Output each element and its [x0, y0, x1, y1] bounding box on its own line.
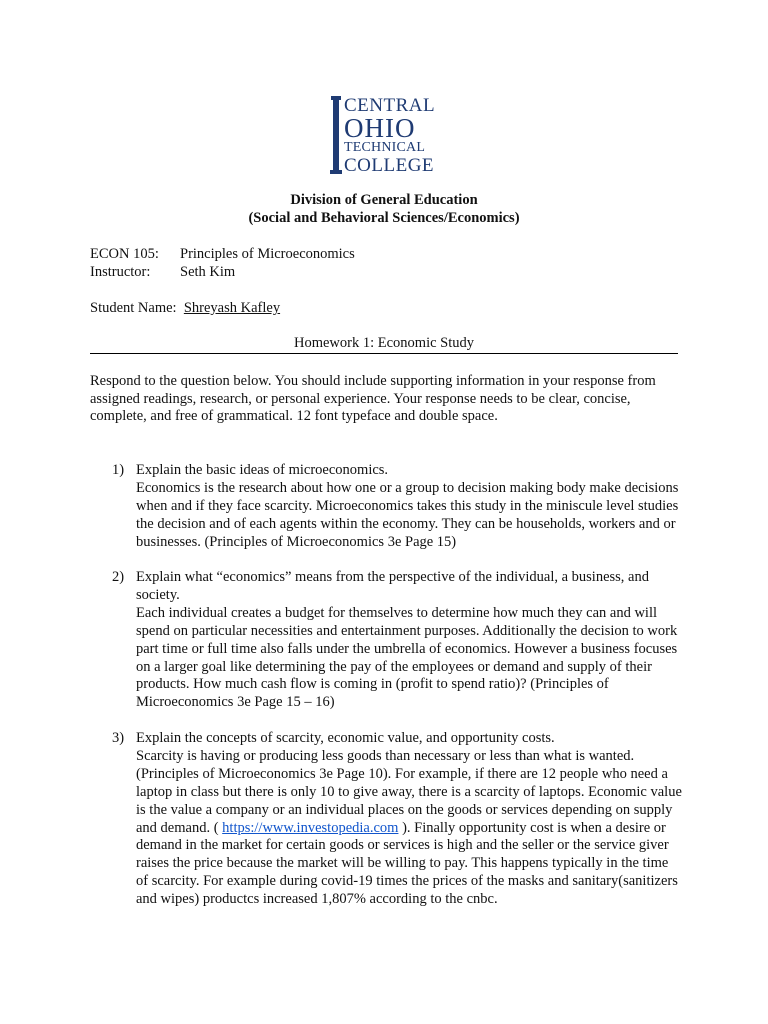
- answer-text: [136, 748, 684, 909]
- course-value: Principles of Microeconomics: [180, 246, 355, 262]
- answer-text-part: Scarcity is having or producing less goods than necessary or less than what is wanted. (Principles of Microeconomics 3e Page 10). For example, if there are 12 people who need a laptop in class but there is only 10 to give away, there is a scarcity of laptops. Economic value is the value a company or an individual places on the goods or services depending on supply and demand. (: [136, 747, 682, 836]
- instructions-paragraph: Respond to the question below. You should include supporting information in your response from assigned readings, research, or personal experience. Your response needs to be clear, concise, complete, and free of grammatical. 12 font typeface and double space.: [90, 373, 656, 425]
- instructor-label: Instructor:: [90, 264, 151, 280]
- title-divider: [90, 353, 678, 354]
- student-name: Shreyash Kafley: [183, 300, 281, 316]
- question-body: [136, 569, 684, 712]
- instructor-row: [90, 264, 235, 281]
- column-icon: [330, 96, 342, 174]
- student-row: [90, 300, 280, 317]
- course-row: [90, 246, 355, 263]
- logo-wordmark: [344, 96, 440, 175]
- division-heading: Division of General Education: [290, 192, 478, 208]
- answer-text-part: ). Finally opportunity cost is when a desire or demand in the market for certain goods or services is high and the seller or the service giver raises the price because the market will be willing to pay. This happens typically in the time of scarcity. For example during covid-19 times the prices of the masks and sanitary(sanitizers and wipes) productcs increased 1,807% according to the cnbc.: [136, 819, 678, 908]
- answer-text: Each individual creates a budget for themselves to determine how much they can and will spend on particular necessities and entertainment purposes. Additionally the decision to work part time or full time also falls under the umbrella of economics. However a business focuses on a larger goal like determining the pay of the employees or demand and supply of their products. How much cash flow is coming in (profit to spend ratio)? (Principles of Microeconomics 3e Page 15 – 16): [136, 604, 678, 711]
- logo-line-technical: TECHNICAL: [344, 140, 426, 155]
- question-text: Explain what “economics” means from the perspective of the individual, a business, and society.: [136, 569, 649, 603]
- course-label: ECON 105:: [90, 246, 159, 262]
- question-number: 3): [112, 730, 125, 746]
- assignment-title: Homework 1: Economic Study: [293, 335, 475, 351]
- logo-line-ohio: OHIO: [344, 113, 416, 143]
- investopedia-link[interactable]: https://www.investopedia.com: [222, 819, 399, 836]
- question-body: [136, 730, 684, 909]
- question-number: 2): [112, 569, 125, 585]
- question-number: 1): [112, 462, 125, 478]
- answer-text: Economics is the research about how one or a group to decision making body make decisions when and if they face scarcity. Microeconomics takes this study in the miniscule level studies the decision and of each agents within the economy. They can be households, workers and or businesses. (Principles of Microeconomics 3e Page 15): [136, 479, 679, 550]
- college-logo: [330, 96, 440, 176]
- logo-line-central: CENTRAL: [344, 95, 436, 116]
- department-heading: (Social and Behavioral Sciences/Economics): [248, 210, 520, 226]
- question-body: [136, 462, 684, 552]
- question-text: Explain the basic ideas of microeconomics.: [136, 462, 389, 478]
- question-text: Explain the concepts of scarcity, economic value, and opportunity costs.: [136, 730, 555, 746]
- student-label: Student Name:: [90, 300, 177, 316]
- instructor-value: Seth Kim: [180, 264, 236, 280]
- logo-line-college: COLLEGE: [344, 155, 435, 176]
